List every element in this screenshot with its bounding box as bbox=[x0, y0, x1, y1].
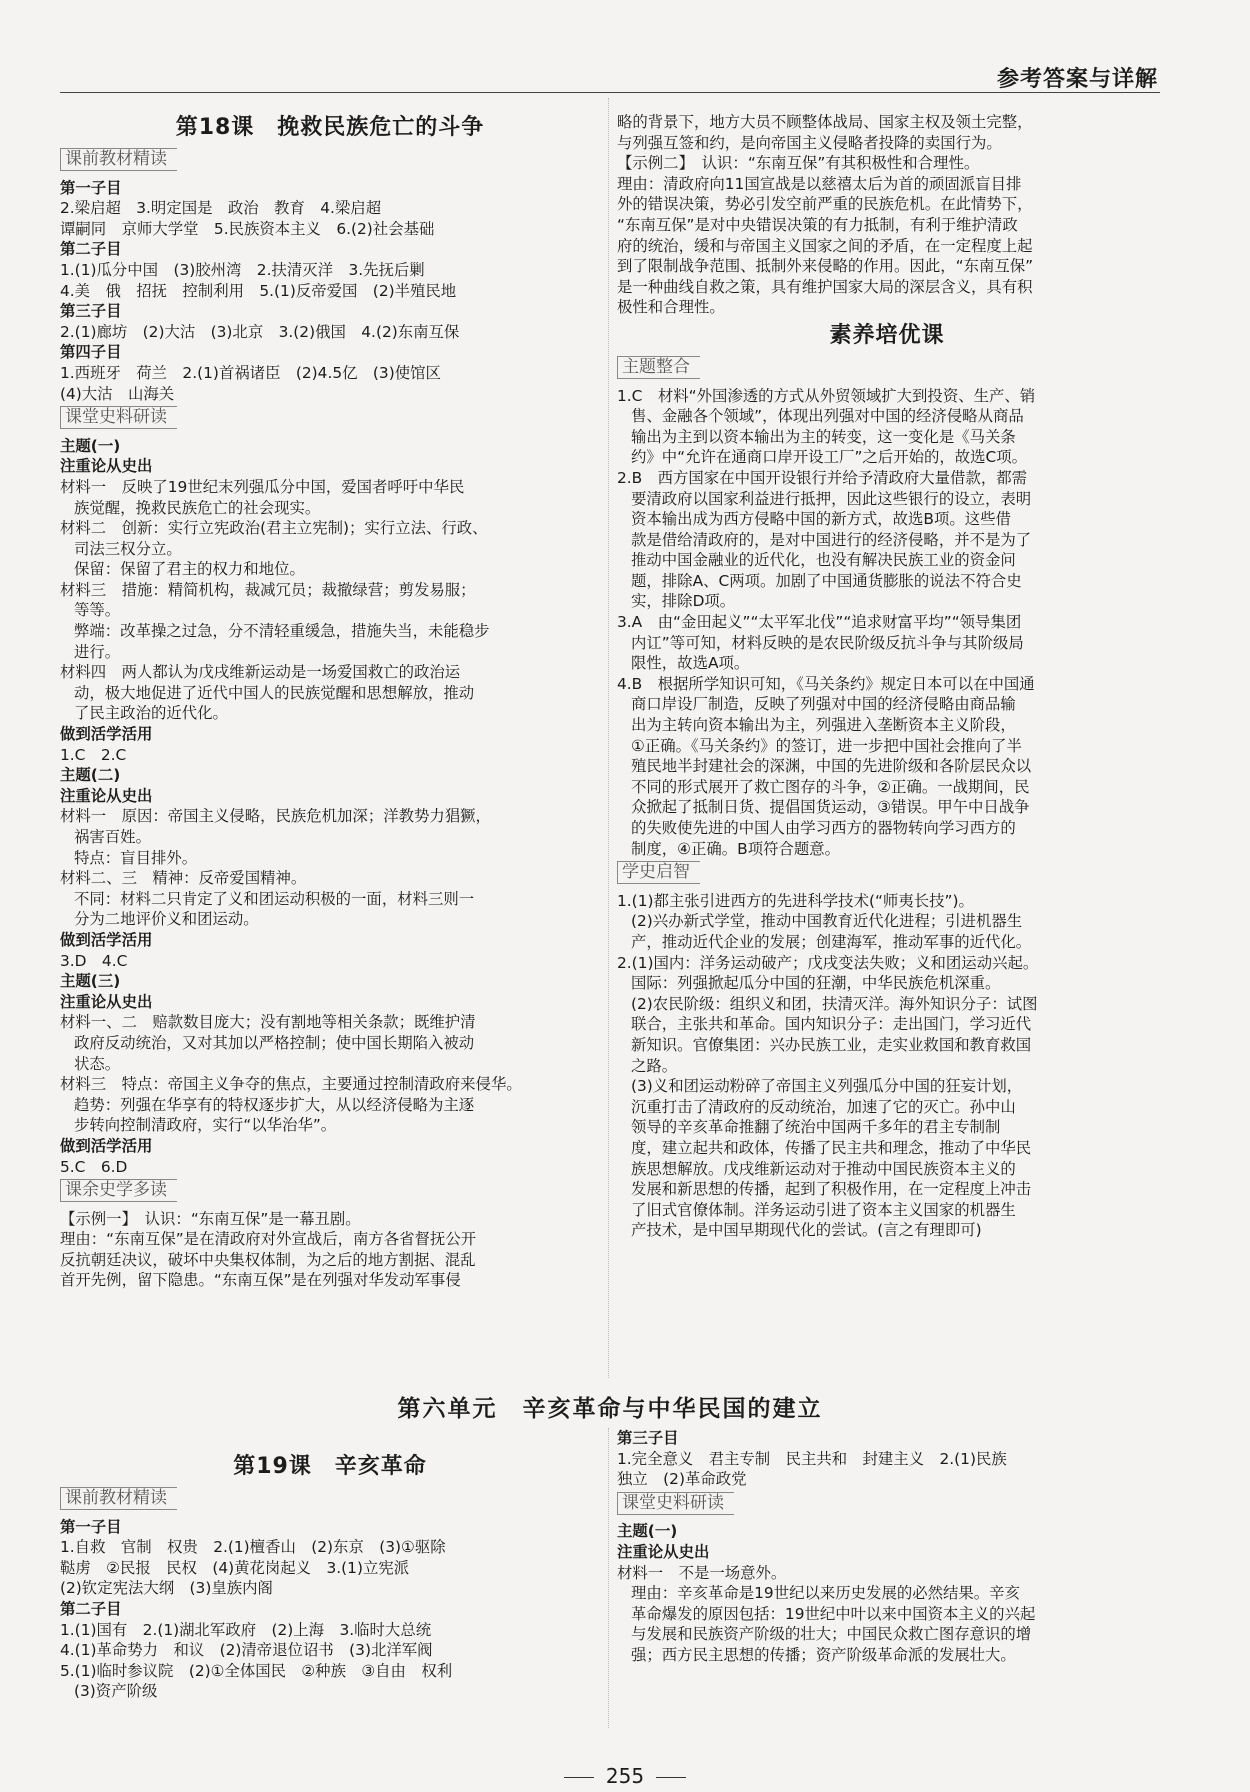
text-line: 题，排除A、C两项。加剧了中国通货膨胀的说法不符合史 bbox=[631, 571, 1022, 590]
subheading: 做到活学活用 bbox=[60, 1136, 153, 1155]
text-line: 4.B 根据所学知识可知，《马关条约》规定日本可以在中国通 bbox=[617, 674, 1035, 693]
text-line: 产技术，是中国早期现代化的尝试。(言之有理即可) bbox=[631, 1221, 982, 1240]
column-divider bbox=[608, 98, 609, 1378]
subheading: 做到活学活用 bbox=[60, 725, 153, 744]
text-line: 略的背景下，地方大员不顾整体战局、国家主权及领土完整， bbox=[617, 113, 1033, 131]
text-line: 材料三 措施：精简机构，裁减冗员；裁撤绿营；剪发易服； bbox=[60, 580, 476, 599]
text-line: (4)大沽 山海关 bbox=[60, 384, 175, 403]
page-header-title: 参考答案与详解 bbox=[996, 67, 1158, 92]
text-line: 动，极大地促进了近代中国人的民族觉醒和思想解放，推动 bbox=[74, 683, 475, 702]
text-line: 革命爆发的原因包括：19世纪中叶以来中国资本主义的兴起 bbox=[631, 1604, 1036, 1623]
left-column bbox=[60, 110, 600, 1291]
subheading: 第二子目 bbox=[60, 240, 122, 259]
text-line: 外的错误决策，势必引发空前严重的民族危机。在此情势下， bbox=[617, 195, 1033, 214]
lesson-title: 第18课 挽救民族危亡的斗争 bbox=[175, 115, 485, 140]
subheading: 第三子目 bbox=[60, 302, 122, 321]
text-line: 了民主政治的近代化。 bbox=[74, 704, 228, 723]
text-line: 产，推动近代企业的发展；创建海军，推动军事的近代化。 bbox=[631, 932, 1032, 951]
text-line: 制度，④正确。B项符合题意。 bbox=[631, 839, 841, 858]
text-line: 1.完全意义 君主专制 民主共和 封建主义 2.(1)民族 bbox=[617, 1449, 1007, 1468]
text-line: 不同的形式展开了救亡图存的斗争，②正确。一战期间，民 bbox=[631, 777, 1030, 796]
text-line: 3.A 由“金田起义”“太平军北伐”“追求财富平均”“领导集团 bbox=[617, 613, 1022, 632]
text-line: 的失败使先进的中国人由学习西方的器物转向学习西方的 bbox=[631, 819, 1016, 837]
text-line: 1.C 2.C bbox=[60, 745, 127, 764]
subheading: 第三子目 bbox=[617, 1429, 679, 1447]
text-line: 是一种曲线自救之策，具有维护国家大局的深层含义，具有积 bbox=[617, 277, 1033, 296]
section-heading: 课余史学多读 bbox=[60, 1179, 177, 1202]
text-line: 联合，主张共和革命。国内知识分子：走出国门，学习近代 bbox=[631, 1015, 1032, 1034]
text-line: 与列强互签和约，是向帝国主义侵略者投降的卖国行为。 bbox=[617, 133, 1002, 152]
text-line: (3)资产阶级 bbox=[74, 1682, 158, 1701]
bottom-left-column bbox=[60, 1449, 600, 1702]
text-line: 强；西方民主思想的传播；资产阶级革命派的发展壮大。 bbox=[631, 1645, 1016, 1664]
lesson-title: 素养培优课 bbox=[829, 322, 945, 348]
text-line: 理由：清政府向11国宣战是以慈禧太后为首的顽固派盲目排 bbox=[617, 174, 1022, 193]
text-line: 之路。 bbox=[631, 1056, 678, 1075]
text-line: 首开先例，留下隐患。“东南互保”是在列强对华发动军事侵 bbox=[60, 1271, 461, 1290]
text-line: 2.梁启超 3.明定国是 政治 教育 4.梁启超 bbox=[60, 199, 382, 218]
text-line: (2)兴办新式学堂，推动中国教育近代化进程；引进机器生 bbox=[631, 912, 1023, 931]
subheading: 注重论从史出 bbox=[60, 457, 153, 476]
section-heading: 课前教材精读 bbox=[60, 1487, 177, 1510]
text-line: 鞑虏 ②民报 民权 (4)黄花岗起义 3.(1)立宪派 bbox=[60, 1558, 410, 1577]
text-line: 与发展和民族资产阶级的壮大；中国民众救亡图存意识的增 bbox=[631, 1625, 1032, 1644]
text-line: 族觉醒，挽救民族危亡的社会现实。 bbox=[74, 498, 321, 517]
text-line: 4.(1)革命势力 和议 (2)清帝退位诏书 (3)北洋军阀 bbox=[60, 1641, 433, 1660]
footer-dash-left bbox=[564, 1777, 594, 1778]
section-heading: 课前教材精读 bbox=[60, 148, 177, 171]
text-line: 材料二、三 精神：反帝爱国精神。 bbox=[60, 869, 307, 888]
text-line: 2.(1)国内：洋务运动破产；戊戌变法失败；义和团运动兴起。 bbox=[617, 953, 1039, 972]
text-line: 【示例一】 认识：“东南互保”是一幕丑剧。 bbox=[60, 1209, 361, 1228]
text-line: 祸害百姓。 bbox=[74, 828, 151, 846]
text-line: 理由：“东南互保”是在清政府对外宣战后，南方各省督抚公开 bbox=[60, 1230, 477, 1249]
text-line: 输出为主到以资本输出为主的转变，这一变化是《马关条 bbox=[631, 427, 1016, 446]
text-line: 内讧”等可知，材料反映的是农民阶级反抗斗争与其阶级局 bbox=[631, 633, 1024, 652]
text-line: 1.(1)国有 2.(1)湖北军政府 (2)上海 3.临时大总统 bbox=[60, 1620, 432, 1639]
text-line: ①正确。《马关条约》的签订，进一步把中国社会推向了半 bbox=[631, 736, 1022, 755]
page-footer bbox=[0, 1764, 1250, 1788]
text-line: (3)义和团运动粉碎了帝国主义列强瓜分中国的狂妄计划， bbox=[631, 1077, 1023, 1096]
text-line: 殖民地半封建社会的深渊，中国的先进阶级和各阶层民众以 bbox=[631, 757, 1032, 776]
text-line: 分为二地评价义和团运动。 bbox=[74, 910, 259, 929]
subheading: 第一子目 bbox=[60, 1517, 122, 1536]
text-line: 材料一 原因：帝国主义侵略，民族危机加深；洋教势力猖獗， bbox=[60, 807, 491, 826]
text-line: 1.(1)都主张引进西方的先进科学技术(“师夷长技”)。 bbox=[617, 891, 974, 910]
subheading: 第一子目 bbox=[60, 178, 122, 197]
text-line: 【示例二】 认识：“东南互保”有其积极性和合理性。 bbox=[617, 154, 980, 173]
text-line: 约》中“允许在通商口岸开设工厂”之后开始的，故选C项。 bbox=[631, 448, 1028, 467]
section-heading: 课堂史料研读 bbox=[617, 1492, 734, 1515]
text-line: 4.美 俄 招抚 控制利用 5.(1)反帝爱国 (2)半殖民地 bbox=[60, 281, 457, 300]
text-line: 族思想解放。戊戌维新运动对于推动中国民族资本主义的 bbox=[631, 1159, 1016, 1178]
footer-dash-right bbox=[656, 1777, 686, 1778]
text-line: 不同：材料二只肯定了义和团运动积极的一面，材料三则一 bbox=[74, 889, 475, 908]
section-heading: 课堂史料研读 bbox=[60, 406, 177, 429]
text-line: 2.(1)廊坊 (2)大沽 (3)北京 3.(2)俄国 4.(2)东南互保 bbox=[60, 322, 460, 341]
subheading: 注重论从史出 bbox=[617, 1542, 710, 1561]
column-divider-lower bbox=[608, 1428, 609, 1728]
text-line: 商口岸设厂制造，反映了列强对中国的经济侵略由商品输 bbox=[631, 695, 1016, 714]
text-line: 材料一 不是一场意外。 bbox=[617, 1563, 787, 1582]
text-line: 要清政府以国家利益进行抵押，因此这些银行的设立，表明 bbox=[631, 489, 1032, 508]
bottom-right-column bbox=[617, 1428, 1157, 1666]
text-line: (2)钦定宪法大纲 (3)皇族内阁 bbox=[60, 1579, 273, 1598]
text-line: 材料四 两人都认为戊戌维新运动是一场爱国救亡的政治运 bbox=[60, 663, 461, 682]
text-line: 实，排除D项。 bbox=[631, 592, 736, 611]
text-line: 反抗朝廷决议，破坏中央集权体制，为之后的地方割据、混乱 bbox=[60, 1250, 476, 1269]
text-line: 资本输出成为西方侵略中国的新方式，故选B项。这些借 bbox=[631, 510, 1011, 529]
subheading: 做到活学活用 bbox=[60, 930, 153, 949]
text-line: 1.西班牙 荷兰 2.(1)首祸诸臣 (2)4.5亿 (3)使馆区 bbox=[60, 363, 441, 382]
text-line: 司法三权分立。 bbox=[74, 539, 182, 558]
text-line: 沉重打击了清政府的反动统治，加速了它的灭亡。孙中山 bbox=[631, 1097, 1016, 1116]
text-line: 独立 (2)革命政党 bbox=[617, 1470, 747, 1489]
text-line: 状态。 bbox=[74, 1054, 121, 1073]
text-line: 1.(1)瓜分中国 (3)胶州湾 2.扶清灭洋 3.先抚后剿 bbox=[60, 260, 425, 279]
text-line: 谭嗣同 京师大学堂 5.民族资本主义 6.(2)社会基础 bbox=[60, 219, 435, 238]
text-line: (2)农民阶级：组织义和团，扶清灭洋。海外知识分子：试图 bbox=[631, 994, 1038, 1013]
text-line: 款是借给清政府的，是对中国进行的经济侵略，并不是为了 bbox=[631, 530, 1032, 549]
subheading: 主题(一) bbox=[617, 1522, 678, 1541]
text-line: 理由：辛亥革命是19世纪以来历史发展的必然结果。辛亥 bbox=[631, 1584, 1020, 1603]
subheading: 主题(一) bbox=[60, 436, 121, 455]
lesson-title: 第19课 辛亥革命 bbox=[233, 1454, 427, 1479]
text-line: 2.B 西方国家在中国开设银行并给予清政府大量借款，都需 bbox=[617, 468, 1028, 487]
text-line: 到了限制战争范围、抵制外来侵略的作用。因此，“东南互保” bbox=[617, 257, 1034, 276]
unit-title: 第六单元 辛亥革命与中华民国的建立 bbox=[397, 1396, 823, 1422]
text-line: “东南互保”是对中央错误决策的有力抵制，有利于维护清政 bbox=[617, 215, 1018, 234]
text-line: 众掀起了抵制日货、提倡国货运动，③错误。甲午中日战争 bbox=[631, 798, 1030, 817]
section-heading: 主题整合 bbox=[617, 356, 700, 379]
subheading: 第二子目 bbox=[60, 1599, 122, 1618]
text-line: 趋势：列强在华享有的特权逐步扩大，从以经济侵略为主逐 bbox=[74, 1095, 475, 1114]
text-line: 政府反动统治，又对其加以严格控制；使中国长期陷入被动 bbox=[74, 1033, 475, 1052]
text-line: 度，建立起共和政体，传播了民主共和理念，推动了中华民 bbox=[631, 1138, 1032, 1157]
text-line: 5.C 6.D bbox=[60, 1157, 128, 1176]
text-line: 3.D 4.C bbox=[60, 951, 128, 970]
text-line: 府的统治，缓和与帝国主义国家之间的矛盾，在一定程度上起 bbox=[617, 236, 1033, 255]
text-line: 了旧式官僚体制。洋务运动引进了资本主义国家的机器生 bbox=[631, 1200, 1016, 1219]
text-line: 保留：保留了君主的权力和地位。 bbox=[74, 560, 305, 579]
subheading: 主题(三) bbox=[60, 972, 121, 991]
text-line: 新知识。官僚集团：兴办民族工业，走实业救国和教育救国 bbox=[631, 1035, 1032, 1054]
text-line: 极性和合理性。 bbox=[617, 298, 725, 317]
text-line: 特点：盲目排外。 bbox=[74, 848, 198, 867]
text-line: 5.(1)临时参议院 (2)①全体国民 ②种族 ③自由 权利 bbox=[60, 1661, 453, 1680]
text-line: 步转向控制清政府，实行“以华治华”。 bbox=[74, 1116, 337, 1135]
text-line: 材料二 创新：实行立宪政治(君主立宪制)；实行立法、行政、 bbox=[60, 519, 488, 538]
subheading: 注重论从史出 bbox=[60, 992, 153, 1011]
text-line: 出为主转向资本输出为主，列强进入垄断资本主义阶段， bbox=[631, 716, 1016, 735]
text-line: 等等。 bbox=[74, 601, 121, 620]
text-line: 发展和新思想的传播，起到了积极作用，在一定程度上冲击 bbox=[631, 1180, 1032, 1199]
text-line: 材料一、二 赔款数目庞大；没有割地等相关条款；既维护清 bbox=[60, 1013, 476, 1032]
text-line: 弊端：改革操之过急，分不清轻重缓急，措施失当，未能稳步 bbox=[74, 622, 490, 641]
subheading: 第四子目 bbox=[60, 343, 122, 362]
text-line: 材料三 特点：帝国主义争夺的焦点，主要通过控制清政府来侵华。 bbox=[60, 1075, 522, 1094]
text-line: 国际：列强掀起瓜分中国的狂潮，中华民族危机深重。 bbox=[631, 974, 1001, 993]
text-line: 1.自救 官制 权贵 2.(1)檀香山 (2)东京 (3)①驱除 bbox=[60, 1538, 446, 1557]
text-line: 1.C 材料“外国渗透的方式从外贸领域扩大到投资、生产、销 bbox=[617, 386, 1036, 405]
subheading: 注重论从史出 bbox=[60, 786, 153, 805]
header-divider bbox=[60, 92, 1160, 93]
subheading: 主题(二) bbox=[60, 766, 121, 785]
text-line: 推动中国金融业的近代化，也没有解决民族工业的资金问 bbox=[631, 551, 1016, 570]
section-heading: 学史启智 bbox=[617, 861, 700, 884]
text-line: 限性，故选A项。 bbox=[631, 654, 750, 673]
right-column bbox=[617, 112, 1157, 1241]
text-line: 领导的辛亥革命推翻了统治中国两千多年的君主专制制 bbox=[631, 1118, 1001, 1137]
text-line: 售、金融各个领域”，体现出列强对中国的经济侵略从商品 bbox=[631, 407, 1024, 426]
text-line: 进行。 bbox=[74, 642, 121, 661]
page-number: 255 bbox=[605, 1764, 645, 1788]
text-line: 材料一 反映了19世纪末列强瓜分中国，爱国者呼吁中华民 bbox=[60, 477, 465, 496]
